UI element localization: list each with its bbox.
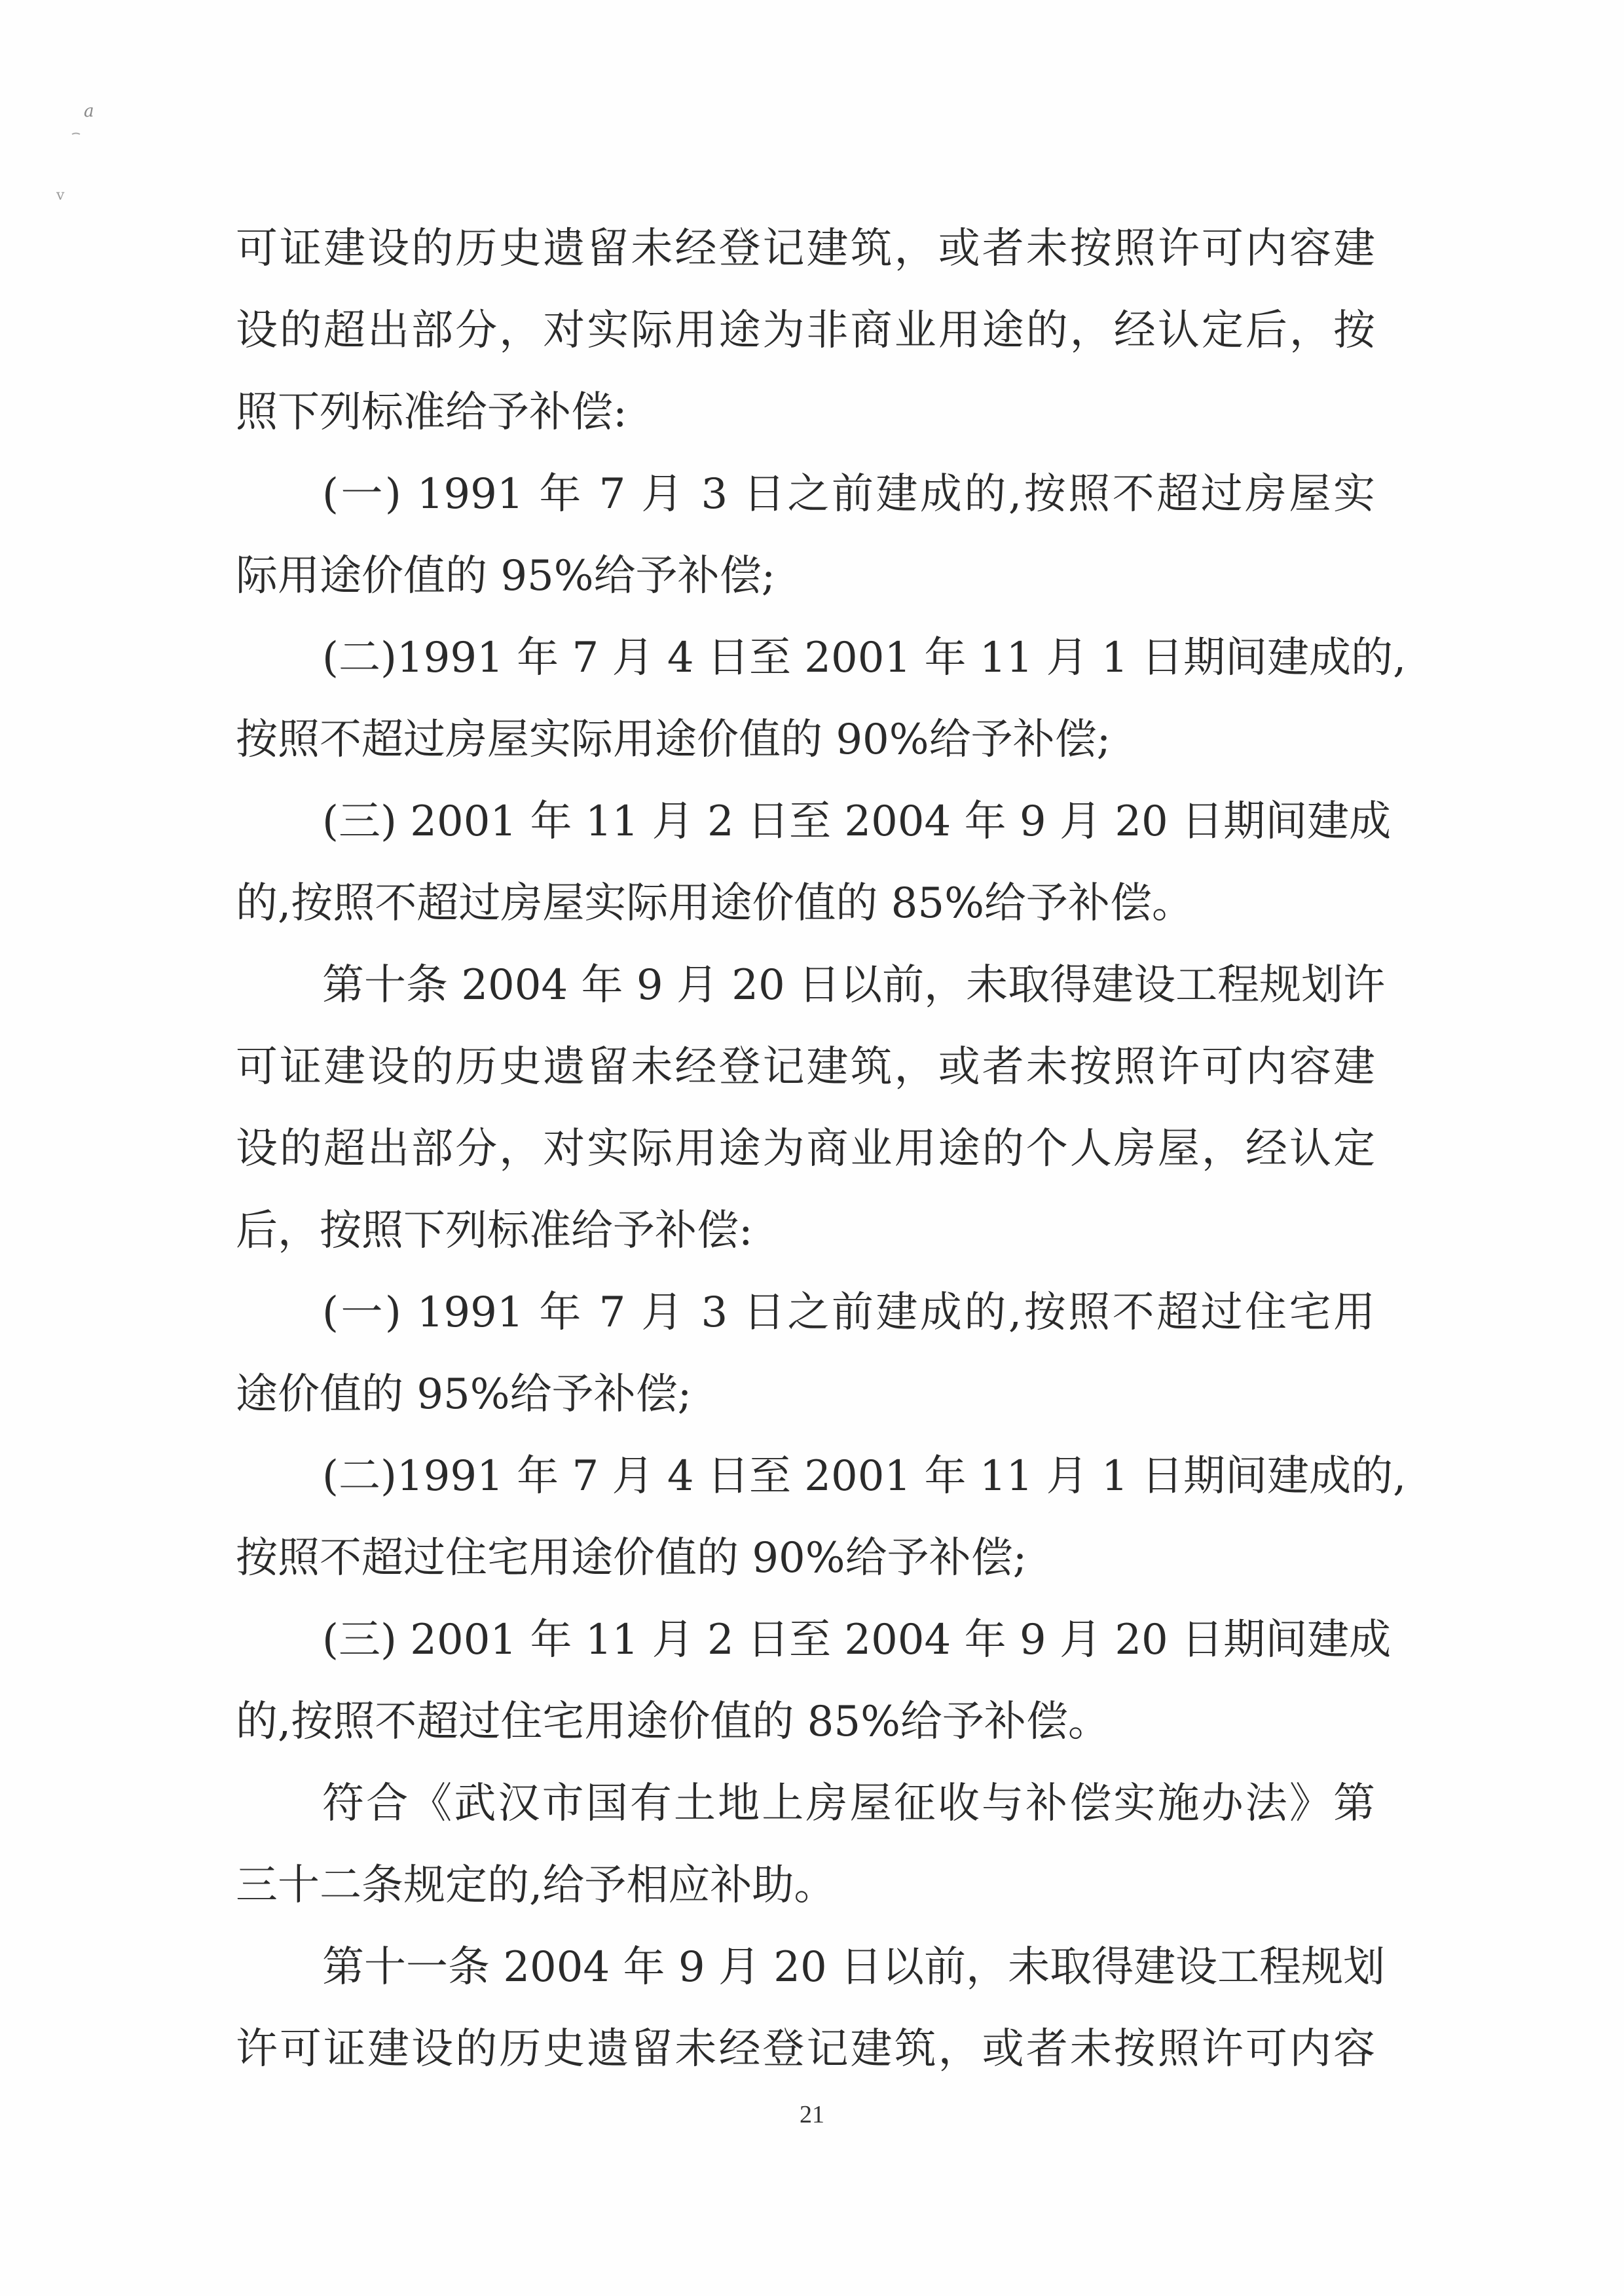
text-line-15: 途价值的 95%给予补偿; (236, 1370, 692, 1419)
text-line-12: 设的超出部分，对实际用途为商业用途的个人房屋，经认定 (236, 1125, 1375, 1173)
svg-text:a: a (84, 101, 94, 121)
text-line-7: 按照不超过房屋实际用途价值的 90%给予补偿; (236, 716, 1111, 764)
text-line-6: (二)1991 年 7 月 4 日至 2001 年 11 月 1 日期间建成的, (322, 634, 1407, 682)
text-line-17: 按照不超过住宅用途价值的 90%给予补偿; (236, 1534, 1027, 1582)
article-11-heading-line: 第十一条 2004 年 9 月 20 日以前，未取得建设工程规划 (322, 1943, 1386, 1992)
text-line-21: 三十二条规定的,给予相应补助。 (236, 1861, 836, 1910)
text-line-1: 可证建设的历史遗留未经登记建筑，或者未按照许可内容建 (236, 225, 1375, 273)
text-line-4: (一) 1991 年 7 月 3 日之前建成的,按照不超过房屋实 (322, 470, 1375, 519)
page-number: 21 (800, 2101, 824, 2128)
text-line-23: 许可证建设的历史遗留未经登记建筑，或者未按照许可内容 (236, 2025, 1375, 2073)
article-10-heading-line: 第十条 2004 年 9 月 20 日以前，未取得建设工程规划许 (322, 961, 1386, 1010)
text-line-14: (一) 1991 年 7 月 3 日之前建成的,按照不超过住宅用 (322, 1288, 1375, 1337)
text-line-18: (三) 2001 年 11 月 2 日至 2004 年 9 月 20 日期间建成 (322, 1616, 1392, 1664)
text-line-19: 的,按照不超过住宅用途价值的 85%给予补偿。 (236, 1698, 1110, 1746)
svg-text:v: v (56, 187, 65, 204)
text-line-16: (二)1991 年 7 月 4 日至 2001 年 11 月 1 日期间建成的, (322, 1452, 1407, 1501)
text-line-13: 后，按照下列标准给予补偿: (236, 1207, 753, 1255)
text-line-11: 可证建设的历史遗留未经登记建筑，或者未按照许可内容建 (236, 1043, 1375, 1091)
text-line-5: 际用途价值的 95%给予补偿; (236, 552, 776, 600)
text-line-20: 符合《武汉市国有土地上房屋征收与补偿实施办法》第 (322, 1779, 1375, 1828)
text-line-3: 照下列标准给予补偿: (236, 388, 627, 437)
text-line-9: 的,按照不超过房屋实际用途价值的 85%给予补偿。 (236, 879, 1194, 928)
document-body (236, 208, 1407, 2090)
text-line-8: (三) 2001 年 11 月 2 日至 2004 年 9 月 20 日期间建成 (322, 797, 1392, 846)
text-line-2: 设的超出部分，对实际用途为非商业用途的，经认定后，按 (236, 306, 1375, 355)
